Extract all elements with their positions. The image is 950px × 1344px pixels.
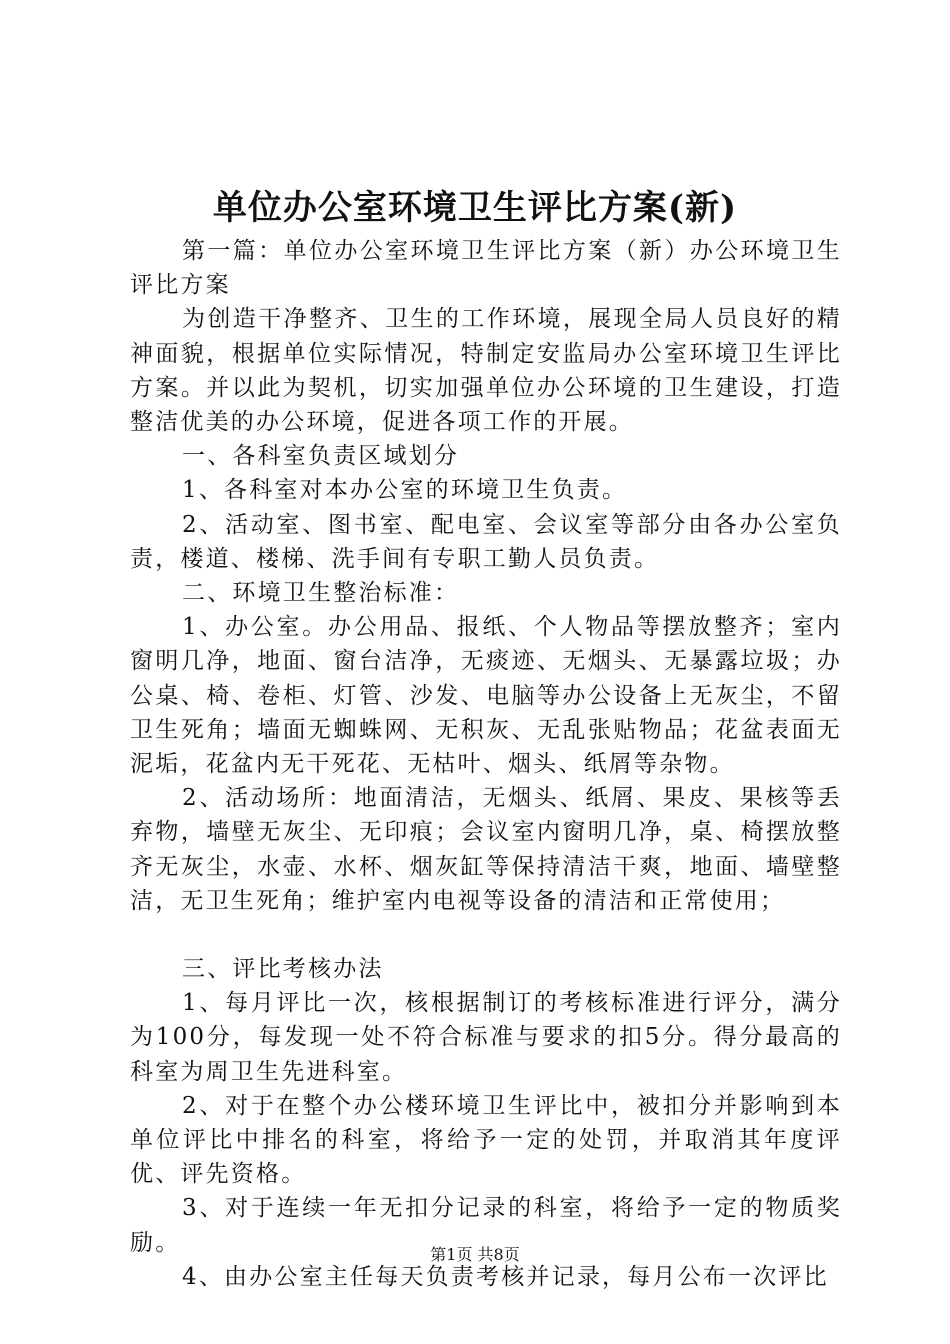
paragraph-item: 2、活动室、图书室、配电室、会议室等部分由各办公室负责，楼道、楼梯、洗手间有专职工勤人员负责。 — [130, 511, 842, 572]
paragraph-item: 1、办公室。办公用品、报纸、个人物品等摆放整齐；室内窗明几净，地面、窗台洁净，无痰迹、无烟头、无暴露垃圾；办公桌、椅、卷柜、灯管、沙发、电脑等办公设备上无灰尘，不留卫生死角；墙面无蜘蛛网、无积灰、无乱张贴物品；花盆表面无泥垢，花盆内无干死花、无枯叶、烟头、纸屑等杂物。 — [130, 614, 842, 778]
section-heading-3: 三、评比考核办法 — [182, 956, 384, 983]
document-body — [130, 234, 842, 1294]
document-title: 单位办公室环境卫生评比方案(新) — [212, 188, 738, 228]
page-footer: 第1页 共8页 — [430, 1245, 520, 1264]
paragraph-item: 4、由办公室主任每天负责考核并记录，每月公布一次评比 — [182, 1263, 829, 1290]
paragraph-purpose: 为创造干净整齐、卫生的工作环境，展现全局人员良好的精神面貌，根据单位实际情况，特制定安监局办公室环境卫生评比方案。并以此为契机，切实加强单位办公环境的卫生建设，打造整洁优美的办公环境，促进各项工作的开展。 — [130, 306, 842, 436]
paragraph-item: 3、对于连续一年无扣分记录的科室，将给予一定的物质奖励。 — [130, 1195, 842, 1256]
paragraph-item: 2、对于在整个办公楼环境卫生评比中，被扣分并影响到本单位评比中排名的科室，将给予一定的处罚，并取消其年度评优、评先资格。 — [130, 1092, 842, 1188]
paragraph-item: 1、各科室对本办公室的环境卫生负责。 — [182, 477, 628, 504]
paragraph-item: 2、活动场所：地面清洁，无烟头、纸屑、果皮、果核等丢弃物，墙壁无灰尘、无印痕；会议室内窗明几净，桌、椅摆放整齐无灰尘，水壶、水杯、烟灰缸等保持清洁干爽，地面、墙壁整洁，无卫生死角；维护室内电视等设备的清洁和正常使用； — [130, 785, 842, 914]
paragraph-intro: 第一篇：单位办公室环境卫生评比方案（新）办公环境卫生评比方案 — [130, 238, 842, 299]
section-heading-2: 二、环境卫生整治标准： — [182, 580, 460, 607]
section-heading-1: 一、各科室负责区域划分 — [182, 443, 460, 470]
paragraph-item: 1、每月评比一次，核根据制订的考核标准进行评分，满分为100分，每发现一处不符合标准与要求的扣5分。得分最高的科室为周卫生先进科室。 — [130, 990, 842, 1085]
